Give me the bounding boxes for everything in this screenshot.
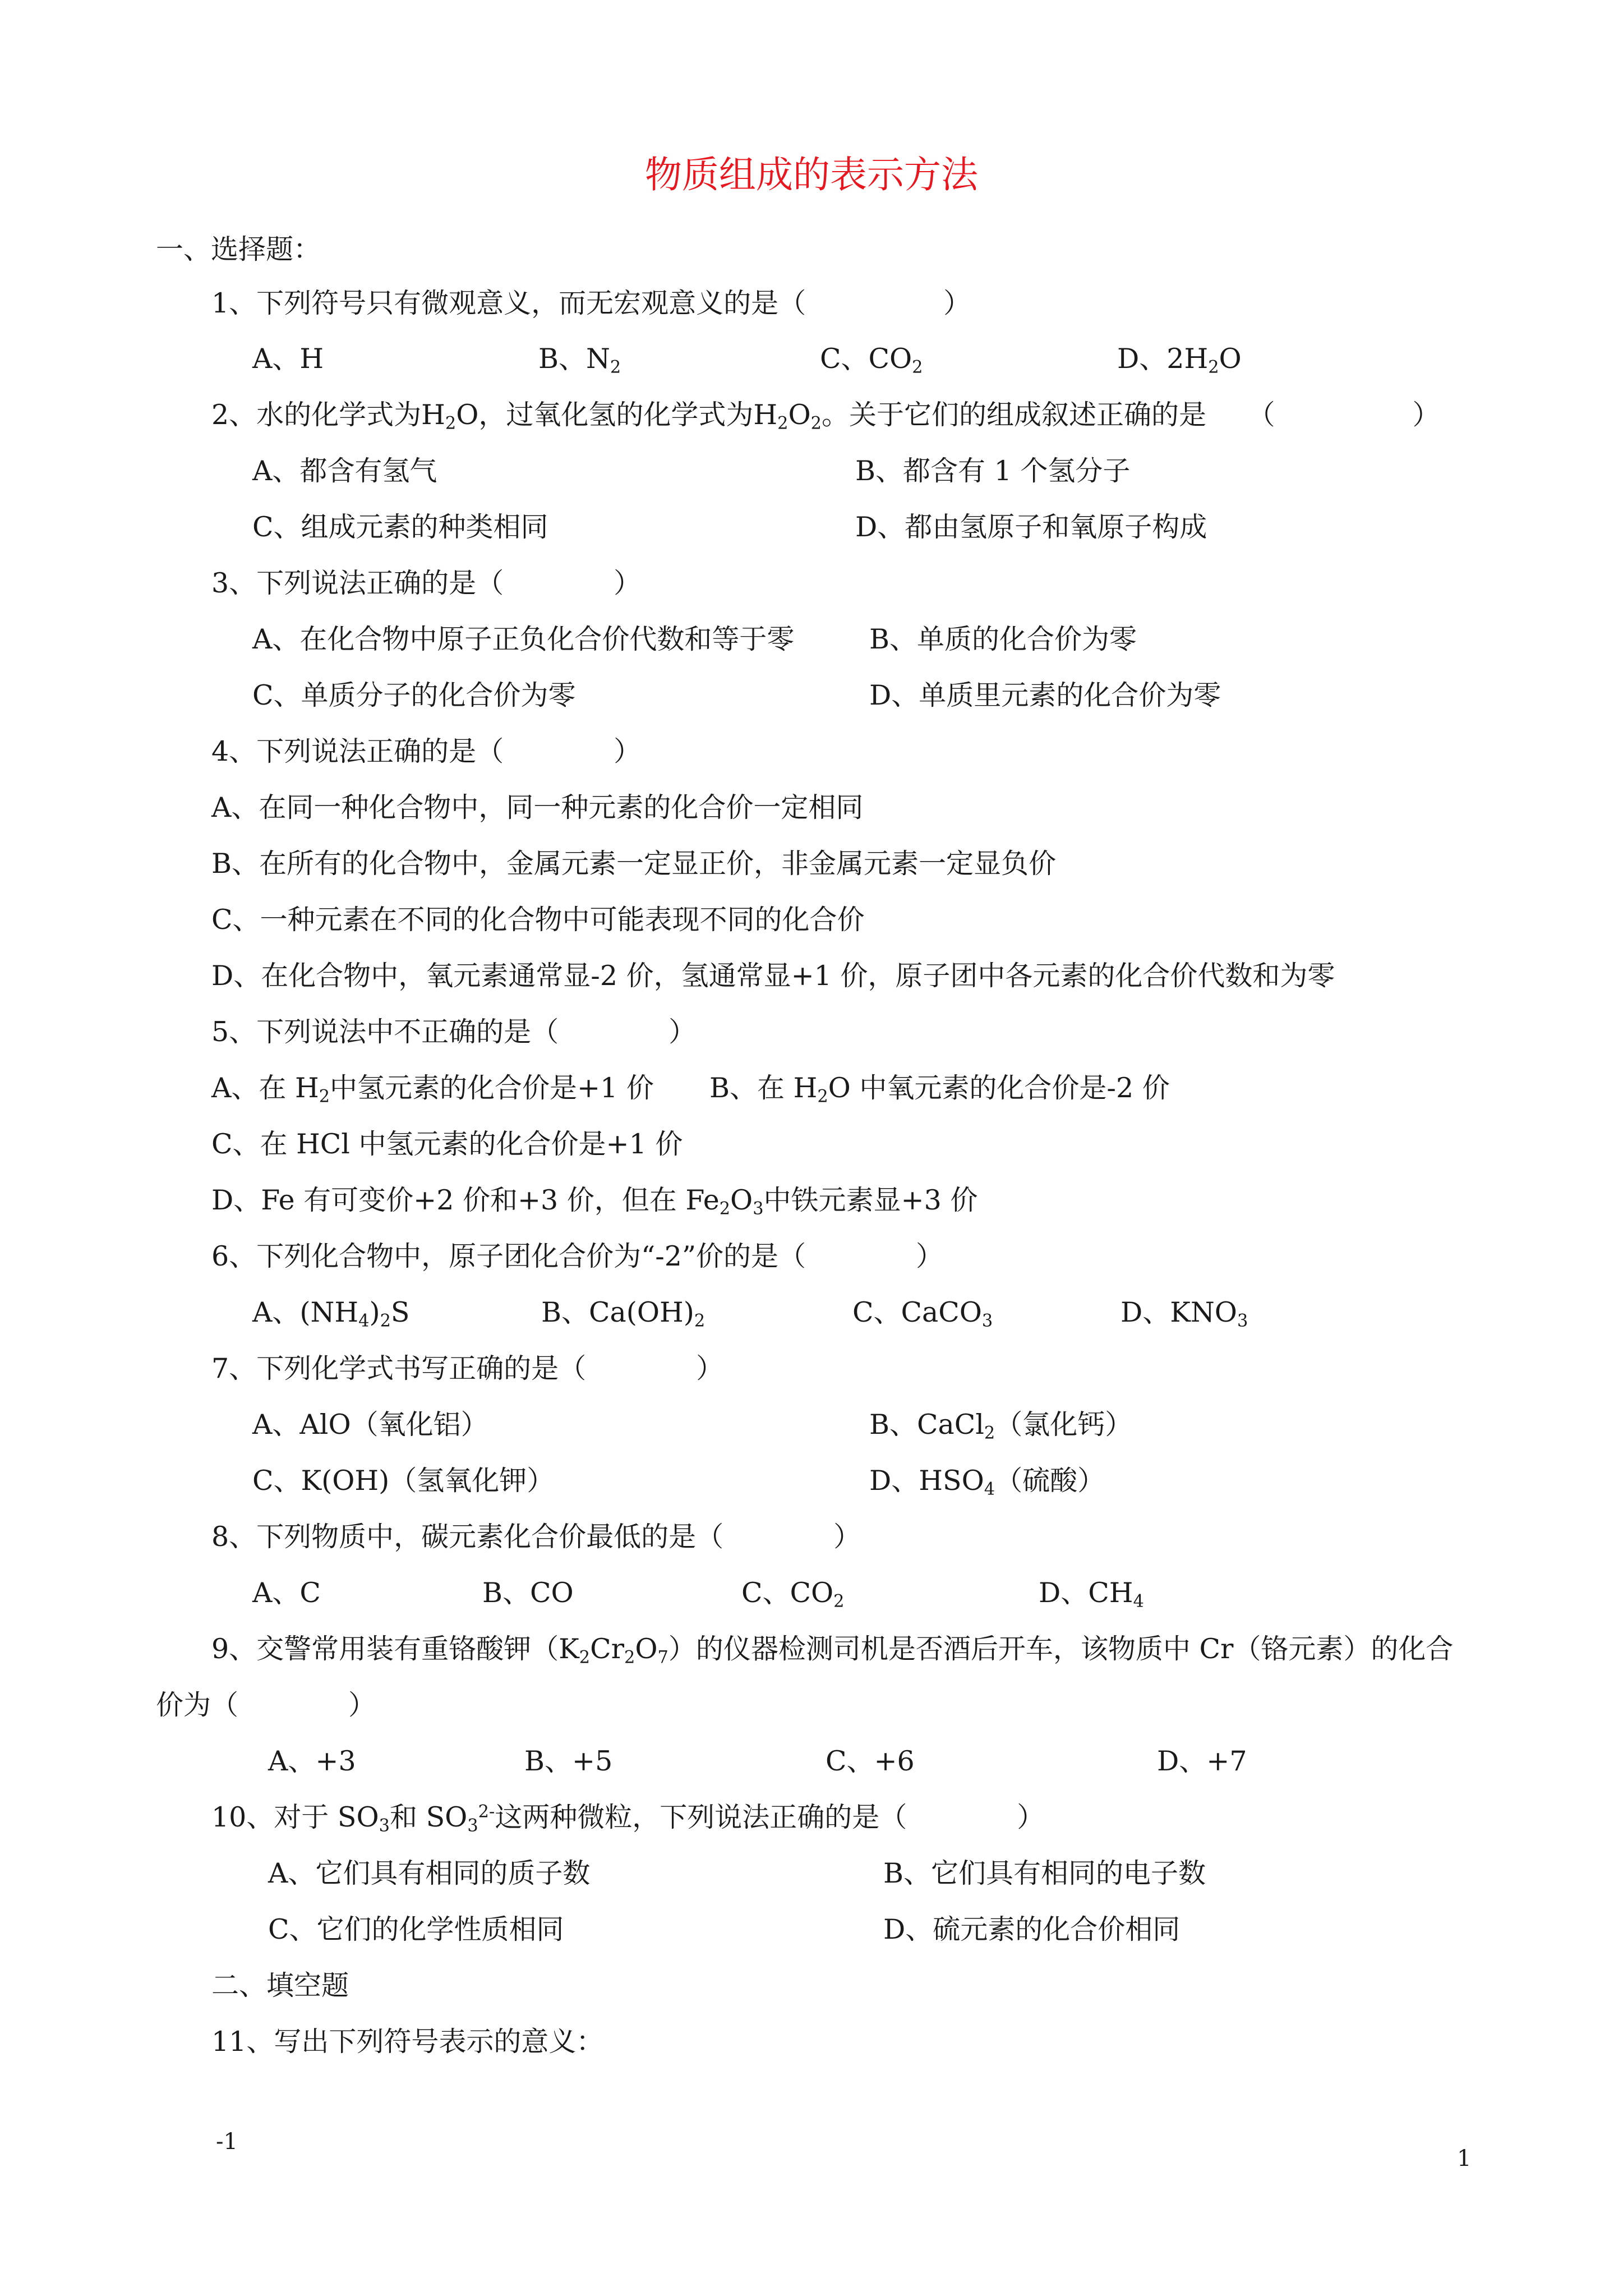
q8-option-b: B、CO (482, 1577, 574, 1609)
section-heading-choice: 一、选择题： (156, 233, 321, 265)
q9-stem-continued: 价为（ ） (156, 1689, 376, 1721)
q4-option-d: D、在化合物中，氧元素通常显-2 价，氢通常显+1 价，原子团中各元素的化合价代数和为零 (211, 960, 1335, 992)
q7-stem: 7、下列化学式书写正确的是（ ） (211, 1352, 724, 1384)
q7-option-c: C、K(OH)（氢氧化钾） (252, 1465, 555, 1497)
q10-option-b: B、它们具有相同的电子数 (883, 1857, 1206, 1889)
q4-option-a: A、在同一种化合物中，同一种元素的化合价一定相同 (211, 792, 864, 823)
q7-option-d: D、$HSO_4$（硫酸） (869, 1465, 1105, 1499)
q5-option-c: C、在 HCl 中氢元素的化合价是+1 价 (211, 1128, 683, 1160)
q10-option-c: C、它们的化学性质相同 (268, 1913, 564, 1945)
q7-option-a: A、AlO（氧化铝） (252, 1409, 488, 1441)
q3-stem: 3、下列说法正确的是（ ） (211, 567, 642, 599)
q9-stem: 9、交警常用装有重铬酸钾$(K_2Cr_2O_7)$的仪器检测司机是否酒后开车，该物质中 Cr（铬元素）的化合 (211, 1633, 1454, 1668)
q10-stem: 10、对于 $SO_3$和 $SO_3^{2-}$这两种微粒，下列说法正确的是（ ） (211, 1801, 1045, 1836)
q5-option-a: A、在 $H_2$中氢元素的化合价是+1 价 (211, 1072, 654, 1107)
page-number: 1 (1457, 2146, 1472, 2171)
q9-option-c: C、+6 (826, 1745, 915, 1777)
q9-option-a: A、+3 (268, 1745, 356, 1777)
q6-option-d: D、$KNO_3$ (1121, 1296, 1248, 1331)
q3-option-a: A、在化合物中原子正负化合价代数和等于零 (252, 623, 795, 655)
section-heading-fill: 二、填空题 (211, 1970, 349, 2001)
page-title: 物质组成的表示方法 (645, 153, 978, 196)
q8-stem: 8、下列物质中，碳元素化合价最低的是（ ） (211, 1521, 861, 1553)
q6-option-c: C、CaCO$_3$ (852, 1296, 993, 1331)
q7-option-b: B、CaCl$_2$（氯化钙） (869, 1409, 1133, 1443)
q2-option-c: C、组成元素的种类相同 (252, 511, 548, 543)
q3-option-c: C、单质分子的化合价为零 (252, 679, 576, 711)
q3-option-b: B、单质的化合价为零 (869, 623, 1137, 655)
q11-stem: 11、写出下列符号表示的意义： (211, 2026, 604, 2058)
q10-option-d: D、硫元素的化合价相同 (883, 1913, 1181, 1945)
q8-option-d: D、$CH_4$ (1039, 1577, 1144, 1612)
q1-option-b: B、$N_2$ (538, 343, 621, 378)
q5-option-b: B、在 $H_2O$ 中氧元素的化合价是-2 价 (709, 1072, 1170, 1107)
q1-stem: 1、下列符号只有微观意义，而无宏观意义的是（ ） (211, 287, 971, 319)
q1-option-c: C、$CO_2$ (820, 343, 923, 378)
q10-option-a: A、它们具有相同的质子数 (268, 1857, 591, 1889)
q6-stem: 6、下列化合物中，原子团化合价为“-2”价的是（ ） (211, 1240, 944, 1272)
q5-stem: 5、下列说法中不正确的是（ ） (211, 1016, 697, 1048)
q3-option-d: D、单质里元素的化合价为零 (869, 679, 1221, 711)
q6-option-b: B、$Ca(OH)_2$ (541, 1296, 706, 1331)
footer-left-marker: -1 (216, 2129, 238, 2155)
q2-option-d: D、都由氢原子和氧原子构成 (855, 511, 1207, 543)
q8-option-c: C、$CO_2$ (741, 1577, 845, 1612)
q9-option-b: B、+5 (524, 1745, 613, 1777)
q2-option-a: A、都含有氢气 (252, 455, 437, 487)
q2-option-b: B、都含有 1 个氢分子 (855, 455, 1131, 487)
q5-option-d: D、Fe 有可变价+2 价和+3 价，但在 $Fe_2O_3$中铁元素显+3 价 (211, 1184, 978, 1219)
q6-option-a: A、$(NH_4)_2S$ (252, 1296, 410, 1331)
q4-option-c: C、一种元素在不同的化合物中可能表现不同的化合价 (211, 904, 865, 936)
q1-option-d: D、$2H_2O$ (1117, 343, 1242, 378)
q2-stem: 2、水的化学式为$H_2O$，过氧化氢的化学式为$H_2O_2$。关于它们的组成叙述正确的是 （ ） (211, 399, 1440, 434)
q4-option-b: B、在所有的化合物中，金属元素一定显正价，非金属元素一定显负价 (211, 848, 1057, 880)
q9-option-d: D、+7 (1157, 1745, 1247, 1777)
q1-option-a: A、H (252, 343, 324, 375)
q8-option-a: A、C (252, 1577, 321, 1609)
q4-stem: 4、下列说法正确的是（ ） (211, 735, 642, 767)
